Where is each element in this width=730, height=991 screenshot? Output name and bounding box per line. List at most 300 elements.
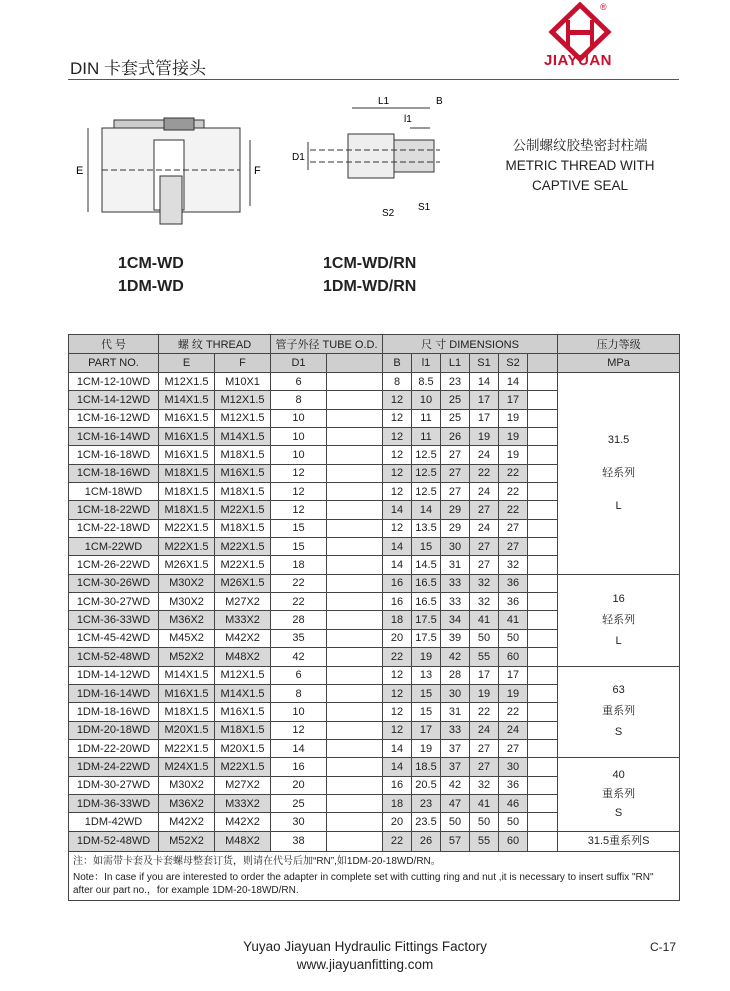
cell-d1: 10: [271, 446, 327, 464]
cell-part-no: 1CM-45-42WD: [69, 629, 159, 647]
cell-s1: 41: [470, 794, 499, 812]
cell-s2: 36: [499, 776, 528, 794]
cell-b: 8: [383, 373, 412, 391]
cell-l1-small: 19: [412, 648, 441, 666]
cell-f: M14X1.5: [215, 428, 271, 446]
cell-part-no: 1CM-22-18WD: [69, 519, 159, 537]
cell-l1-small: 16.5: [412, 574, 441, 592]
cell-f: M16X1.5: [215, 703, 271, 721]
header-s1: S1: [470, 354, 499, 373]
fitting-drawing-side-view: [74, 110, 274, 230]
cell-b: 14: [383, 538, 412, 556]
cell-e: M22X1.5: [159, 538, 215, 556]
cell-l1: 25: [441, 409, 470, 427]
cell-e: M45X2: [159, 629, 215, 647]
cell-b: 12: [383, 446, 412, 464]
description-en-1: METRIC THREAD WITH: [505, 158, 655, 173]
cell-blank: [327, 428, 383, 446]
cell-d1: 22: [271, 574, 327, 592]
header-b: B: [383, 354, 412, 373]
cell-s2: 30: [499, 758, 528, 776]
cell-l1-small: 23: [412, 794, 441, 812]
cell-blank: [327, 391, 383, 409]
cell-part-no: 1DM-22-20WD: [69, 739, 159, 757]
cell-blank-2: [528, 666, 558, 684]
cell-s1: 50: [470, 629, 499, 647]
cell-blank: [327, 611, 383, 629]
cell-s2: 50: [499, 813, 528, 831]
cell-s2: 32: [499, 556, 528, 574]
cell-f: M12X1.5: [215, 391, 271, 409]
model-right-2: 1DM-WD/RN: [323, 278, 417, 295]
cell-d1: 42: [271, 648, 327, 666]
cell-l1: 27: [441, 464, 470, 482]
cell-s1: 32: [470, 593, 499, 611]
cell-l1-small: 14: [412, 501, 441, 519]
pressure-letter: L: [615, 634, 622, 647]
cell-f: M27X2: [215, 776, 271, 794]
cell-d1: 30: [271, 813, 327, 831]
cell-s2: 36: [499, 574, 528, 592]
cell-blank-2: [528, 556, 558, 574]
cell-blank: [327, 593, 383, 611]
cell-s2: 14: [499, 373, 528, 391]
cell-blank: [327, 703, 383, 721]
cell-d1: 25: [271, 794, 327, 812]
cell-d1: 10: [271, 409, 327, 427]
cell-b: 12: [383, 409, 412, 427]
cell-l1-small: 11: [412, 428, 441, 446]
cell-d1: 20: [271, 776, 327, 794]
cell-d1: 15: [271, 538, 327, 556]
cell-l1-small: 19: [412, 739, 441, 757]
cell-s1: 17: [470, 409, 499, 427]
cell-s1: 22: [470, 464, 499, 482]
cell-part-no: 1CM-52-48WD: [69, 648, 159, 666]
cell-f: M12X1.5: [215, 666, 271, 684]
cell-s2: 22: [499, 464, 528, 482]
label-f: F: [254, 165, 261, 177]
cell-blank-2: [528, 794, 558, 812]
cell-part-no: 1DM-18-16WD: [69, 703, 159, 721]
cell-d1: 12: [271, 721, 327, 739]
cell-part-no: 1CM-16-18WD: [69, 446, 159, 464]
cell-s2: 19: [499, 446, 528, 464]
pressure-series: 重系列: [602, 787, 636, 800]
description-en-2: CAPTIVE SEAL: [531, 178, 629, 193]
cell-part-no: 1CM-12-10WD: [69, 373, 159, 391]
cell-l1-small: 8.5: [412, 373, 441, 391]
cell-blank-2: [528, 574, 558, 592]
cell-b: 12: [383, 666, 412, 684]
cell-d1: 35: [271, 629, 327, 647]
cell-s1: 24: [470, 446, 499, 464]
cell-s1: 27: [470, 501, 499, 519]
cell-f: M33X2: [215, 611, 271, 629]
cell-s2: 19: [499, 428, 528, 446]
cell-e: M24X1.5: [159, 758, 215, 776]
cell-e: M26X1.5: [159, 556, 215, 574]
cell-s1: 55: [470, 648, 499, 666]
cell-part-no: 1CM-22WD: [69, 538, 159, 556]
cell-blank-2: [528, 703, 558, 721]
cell-s1: 19: [470, 428, 499, 446]
cell-f: M22X1.5: [215, 758, 271, 776]
header-code: 代 号: [69, 335, 159, 354]
cell-s1: 27: [470, 556, 499, 574]
model-left: [118, 252, 184, 298]
cell-b: 12: [383, 519, 412, 537]
cell-blank: [327, 813, 383, 831]
cell-e: M14X1.5: [159, 666, 215, 684]
header-blank: [327, 354, 383, 373]
cell-l1: 33: [441, 574, 470, 592]
cell-f: M20X1.5: [215, 739, 271, 757]
cell-l1-small: 23.5: [412, 813, 441, 831]
cell-e: M18X1.5: [159, 501, 215, 519]
cell-e: M16X1.5: [159, 446, 215, 464]
cell-l1: 27: [441, 483, 470, 501]
cell-s2: 60: [499, 831, 528, 851]
cell-b: 16: [383, 593, 412, 611]
cell-e: M14X1.5: [159, 391, 215, 409]
cell-l1: 33: [441, 721, 470, 739]
cell-s2: 36: [499, 593, 528, 611]
label-s1: S1: [418, 202, 431, 213]
cell-f: M22X1.5: [215, 556, 271, 574]
cell-blank-2: [528, 519, 558, 537]
label-l1: L1: [378, 96, 390, 107]
label-l1-small: l1: [404, 114, 412, 125]
cell-d1: 16: [271, 758, 327, 776]
cell-l1-small: 12.5: [412, 483, 441, 501]
cell-l1-small: 14.5: [412, 556, 441, 574]
cell-d1: 12: [271, 501, 327, 519]
cell-s1: 17: [470, 391, 499, 409]
label-s2: S2: [382, 208, 395, 219]
cell-s2: 17: [499, 666, 528, 684]
cell-b: 16: [383, 776, 412, 794]
brand-name: JIAYUAN: [544, 52, 612, 69]
cell-l1: 47: [441, 794, 470, 812]
header-part-no: PART NO.: [69, 354, 159, 373]
cell-e: M18X1.5: [159, 703, 215, 721]
table-row: [69, 831, 680, 851]
cell-l1-small: 17.5: [412, 611, 441, 629]
cell-l1: 23: [441, 373, 470, 391]
cell-part-no: 1CM-16-14WD: [69, 428, 159, 446]
header-l1-small: l1: [412, 354, 441, 373]
label-b: B: [436, 96, 443, 107]
pressure-series: 轻系列: [602, 466, 636, 479]
cell-part-no: 1CM-30-27WD: [69, 593, 159, 611]
cell-f: M27X2: [215, 593, 271, 611]
cell-b: 12: [383, 684, 412, 702]
cell-blank: [327, 464, 383, 482]
cell-l1: 33: [441, 593, 470, 611]
pressure-value: 63: [612, 684, 625, 697]
cell-blank: [327, 684, 383, 702]
cell-blank: [327, 446, 383, 464]
cell-blank: [327, 574, 383, 592]
cell-s2: 27: [499, 519, 528, 537]
cell-blank-2: [528, 409, 558, 427]
page-number: C-17: [650, 940, 677, 954]
cell-e: M22X1.5: [159, 739, 215, 757]
pressure-group: [558, 831, 680, 851]
model-left-2: 1DM-WD: [118, 278, 184, 295]
cell-blank: [327, 409, 383, 427]
description-zh: 公制螺纹胶垫密封柱端: [512, 138, 648, 153]
cell-l1-small: 18.5: [412, 758, 441, 776]
cell-part-no: 1DM-20-18WD: [69, 721, 159, 739]
cell-blank-2: [528, 684, 558, 702]
cell-part-no: 1CM-16-12WD: [69, 409, 159, 427]
cell-blank-2: [528, 739, 558, 757]
cell-f: M26X1.5: [215, 574, 271, 592]
cell-d1: 12: [271, 483, 327, 501]
cell-part-no: 1DM-30-27WD: [69, 776, 159, 794]
cell-l1-small: 26: [412, 831, 441, 851]
cell-s1: 14: [470, 373, 499, 391]
cell-s1: 17: [470, 666, 499, 684]
cell-b: 12: [383, 391, 412, 409]
cell-s2: 19: [499, 684, 528, 702]
cell-part-no: 1DM-16-14WD: [69, 684, 159, 702]
header-f: F: [215, 354, 271, 373]
cell-f: M42X2: [215, 629, 271, 647]
cell-s2: 24: [499, 721, 528, 739]
footer-website: www.jiayuanfitting.com: [296, 957, 434, 972]
cell-b: 12: [383, 428, 412, 446]
cell-part-no: 1CM-26-22WD: [69, 556, 159, 574]
cell-l1: 29: [441, 501, 470, 519]
label-d1: D1: [292, 152, 305, 163]
cell-s1: 27: [470, 739, 499, 757]
cell-s2: 27: [499, 538, 528, 556]
cell-l1: 25: [441, 391, 470, 409]
cell-part-no: 1DM-24-22WD: [69, 758, 159, 776]
cell-s1: 50: [470, 813, 499, 831]
cell-blank: [327, 483, 383, 501]
footer-company: Yuyao Jiayuan Hydraulic Fittings Factory: [243, 939, 487, 954]
page-title: DIN 卡套式管接头: [70, 59, 206, 78]
cell-l1-small: 13.5: [412, 519, 441, 537]
note-cell: [69, 851, 680, 900]
cell-l1: 28: [441, 666, 470, 684]
cell-s2: 50: [499, 629, 528, 647]
cell-d1: 38: [271, 831, 327, 851]
cell-part-no: 1DM-52-48WD: [69, 831, 159, 851]
cell-blank: [327, 758, 383, 776]
cell-blank-2: [528, 831, 558, 851]
cell-part-no: 1CM-36-33WD: [69, 611, 159, 629]
model-right-1: 1CM-WD/RN: [323, 255, 417, 272]
cell-blank-2: [528, 483, 558, 501]
cell-part-no: 1DM-14-12WD: [69, 666, 159, 684]
cell-blank: [327, 556, 383, 574]
cell-b: 22: [383, 831, 412, 851]
pressure-group: [558, 574, 680, 666]
cell-blank-2: [528, 648, 558, 666]
cell-d1: 10: [271, 703, 327, 721]
cell-part-no: 1CM-18WD: [69, 483, 159, 501]
note-en: Note：In case if you are interested to order the adapter in complete set with cutting ring and nut ,it is necessary to insert suffix "RN" after our part no.，for example 1DM-20-18WD/RN.: [73, 871, 654, 896]
cell-e: M22X1.5: [159, 519, 215, 537]
cell-e: M18X1.5: [159, 464, 215, 482]
pressure-series: 轻系列: [602, 613, 636, 626]
cell-b: 12: [383, 721, 412, 739]
thread-description: [490, 136, 670, 196]
cell-d1: 18: [271, 556, 327, 574]
cell-blank: [327, 794, 383, 812]
cell-s1: 19: [470, 684, 499, 702]
cell-s1: 27: [470, 538, 499, 556]
cell-l1-small: 11: [412, 409, 441, 427]
cell-f: M22X1.5: [215, 538, 271, 556]
cell-e: M12X1.5: [159, 373, 215, 391]
header-d1: D1: [271, 354, 327, 373]
cell-f: M16X1.5: [215, 464, 271, 482]
cell-d1: 15: [271, 519, 327, 537]
cell-part-no: 1CM-14-12WD: [69, 391, 159, 409]
cell-blank-2: [528, 721, 558, 739]
cell-e: M30X2: [159, 593, 215, 611]
cell-l1: 50: [441, 813, 470, 831]
cell-blank-2: [528, 538, 558, 556]
cell-l1: 31: [441, 703, 470, 721]
cell-s2: 22: [499, 483, 528, 501]
cell-f: M18X1.5: [215, 483, 271, 501]
cell-e: M30X2: [159, 574, 215, 592]
table-row: [69, 373, 680, 391]
cell-l1-small: 17: [412, 721, 441, 739]
header-pressure: 压力等级: [558, 335, 680, 354]
cell-part-no: 1CM-18-16WD: [69, 464, 159, 482]
cell-l1-small: 12.5: [412, 446, 441, 464]
pressure-letter: S: [614, 806, 623, 819]
cell-d1: 28: [271, 611, 327, 629]
cell-l1: 34: [441, 611, 470, 629]
cell-b: 18: [383, 611, 412, 629]
cell-f: M22X1.5: [215, 501, 271, 519]
cell-e: M20X1.5: [159, 721, 215, 739]
note-zh: 注：如需带卡套及卡套螺母整套订货，则请在代号后加“RN”,如1DM-20-18WD/RN。: [73, 855, 441, 867]
cell-b: 12: [383, 703, 412, 721]
pressure-group: [558, 666, 680, 758]
cell-d1: 8: [271, 391, 327, 409]
cell-f: M18X1.5: [215, 721, 271, 739]
cell-s1: 24: [470, 721, 499, 739]
pressure-series: 重系列: [602, 705, 636, 718]
cell-f: M48X2: [215, 648, 271, 666]
cell-blank: [327, 629, 383, 647]
cell-l1-small: 10: [412, 391, 441, 409]
cell-blank: [327, 739, 383, 757]
cell-blank: [327, 538, 383, 556]
cell-part-no: 1DM-42WD: [69, 813, 159, 831]
model-left-1: 1CM-WD: [118, 255, 184, 272]
header-blank-2: [528, 354, 558, 373]
cell-d1: 6: [271, 373, 327, 391]
cell-l1-small: 13: [412, 666, 441, 684]
cell-f: M18X1.5: [215, 519, 271, 537]
cell-e: M16X1.5: [159, 409, 215, 427]
cell-blank: [327, 831, 383, 851]
cell-l1: 30: [441, 684, 470, 702]
cell-b: 14: [383, 758, 412, 776]
table-row: [69, 758, 680, 776]
pressure-value: 31.5: [607, 433, 630, 446]
cell-s1: 41: [470, 611, 499, 629]
cell-s1: 32: [470, 574, 499, 592]
cell-e: M16X1.5: [159, 684, 215, 702]
cell-l1: 42: [441, 776, 470, 794]
cell-b: 14: [383, 501, 412, 519]
cell-blank: [327, 721, 383, 739]
cell-f: M14X1.5: [215, 684, 271, 702]
cell-blank-2: [528, 501, 558, 519]
pressure-group: [558, 758, 680, 831]
cell-l1: 39: [441, 629, 470, 647]
cell-blank-2: [528, 758, 558, 776]
pressure-value: 16: [612, 592, 625, 605]
table-row: [69, 666, 680, 684]
table-row: [69, 574, 680, 592]
cell-l1: 26: [441, 428, 470, 446]
cell-blank: [327, 666, 383, 684]
cell-e: M16X1.5: [159, 428, 215, 446]
cell-f: M42X2: [215, 813, 271, 831]
cell-blank-2: [528, 464, 558, 482]
cell-b: 20: [383, 629, 412, 647]
cell-e: M52X2: [159, 831, 215, 851]
header-thread: 螺 纹 THREAD: [159, 335, 271, 354]
cell-d1: 14: [271, 739, 327, 757]
cell-b: 12: [383, 483, 412, 501]
cell-blank-2: [528, 446, 558, 464]
cell-d1: 6: [271, 666, 327, 684]
cell-b: 12: [383, 464, 412, 482]
cell-s2: 17: [499, 391, 528, 409]
cell-d1: 8: [271, 684, 327, 702]
cell-l1-small: 16.5: [412, 593, 441, 611]
cell-l1-small: 15: [412, 703, 441, 721]
cell-s2: 60: [499, 648, 528, 666]
pressure-group: [558, 373, 680, 575]
cell-l1: 31: [441, 556, 470, 574]
header-dimensions: 尺 寸 DIMENSIONS: [383, 335, 558, 354]
cell-e: M42X2: [159, 813, 215, 831]
cell-l1: 37: [441, 758, 470, 776]
cell-blank-2: [528, 813, 558, 831]
cell-l1-small: 15: [412, 538, 441, 556]
cell-blank: [327, 776, 383, 794]
cell-d1: 22: [271, 593, 327, 611]
cell-blank: [327, 648, 383, 666]
cell-blank: [327, 373, 383, 391]
cell-blank-2: [528, 611, 558, 629]
note-row: [69, 851, 680, 900]
cell-d1: 10: [271, 428, 327, 446]
cell-s2: 27: [499, 739, 528, 757]
cell-b: 22: [383, 648, 412, 666]
cell-b: 20: [383, 813, 412, 831]
registered-mark: ®: [600, 2, 607, 12]
cell-f: M48X2: [215, 831, 271, 851]
cell-s2: 22: [499, 501, 528, 519]
header-s2: S2: [499, 354, 528, 373]
